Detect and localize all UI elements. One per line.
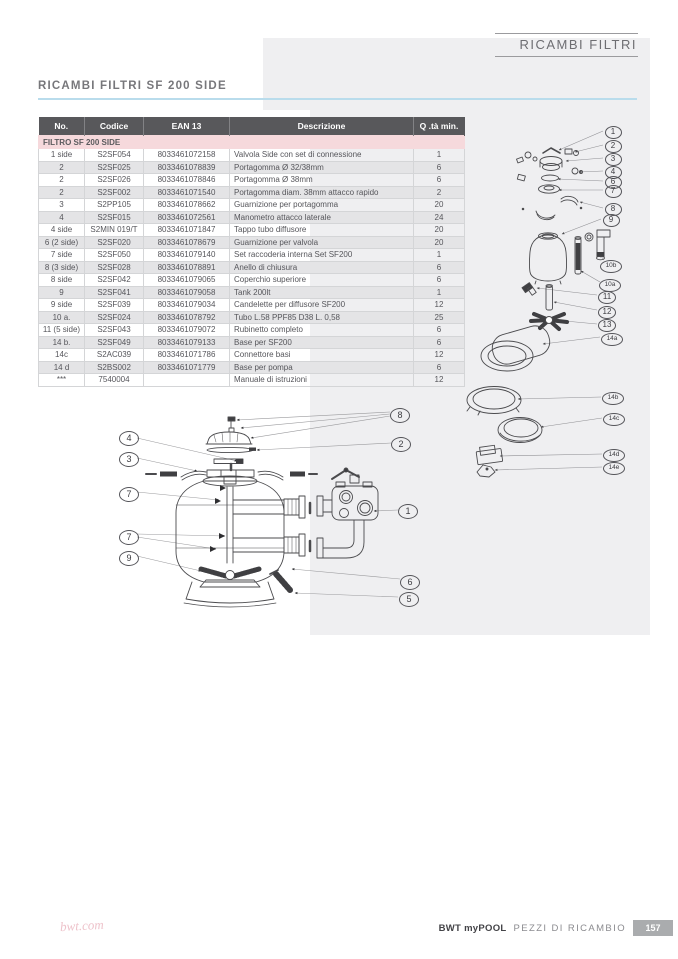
table-cell: 8033461078792 — [144, 311, 230, 324]
table-cell: S2SF020 — [85, 236, 144, 249]
diagram-callout: 14d — [603, 449, 625, 462]
table-row — [39, 224, 465, 237]
table-cell: S2PP105 — [85, 199, 144, 212]
table-cell: Set raccoderia interna Set SF200 — [230, 249, 414, 262]
table-cell: 20 — [414, 236, 465, 249]
table-cell: Coperchio superiore — [230, 274, 414, 287]
diagram-callout: 8 — [605, 203, 622, 216]
table-cell: 8033461071847 — [144, 224, 230, 237]
table-cell: 4 — [39, 211, 85, 224]
diagram-callout: 7 — [119, 487, 139, 502]
table-cell: Portagomma Ø 32/38mm — [230, 161, 414, 174]
diagram-callout: 14e — [603, 462, 625, 475]
footer-section-label: PEZZI DI RICAMBIO — [513, 922, 626, 934]
table-cell: 7 side — [39, 249, 85, 262]
column-header: Descrizione — [230, 117, 414, 136]
table-cell: 14 d — [39, 361, 85, 374]
diagram-callout: 8 — [390, 408, 410, 423]
table-row — [39, 274, 465, 287]
diagram-callout: 3 — [605, 153, 622, 166]
diagram-callout: 2 — [605, 140, 622, 153]
diagram-callout: 10b — [600, 260, 622, 273]
diagram-callout: 6 — [605, 176, 622, 189]
table-cell: 4 side — [39, 224, 85, 237]
table-cell: 8033461078839 — [144, 161, 230, 174]
column-header: No. — [39, 117, 85, 136]
table-cell: 8033461079072 — [144, 324, 230, 337]
footer-brand: BWT myPOOL — [438, 922, 507, 934]
table-cell: S2SF041 — [85, 286, 144, 299]
table-row — [39, 336, 465, 349]
diagram-callout: 4 — [119, 431, 139, 446]
diagram-callout: 1 — [605, 126, 622, 139]
table-cell: S2SF039 — [85, 299, 144, 312]
table-cell: S2SF028 — [85, 261, 144, 274]
table-cell: 6 (2 side) — [39, 236, 85, 249]
table-cell: 8033461078846 — [144, 174, 230, 187]
column-header: Q .tà min. — [414, 117, 465, 136]
table-cell: 12 — [414, 299, 465, 312]
table-cell: 8033461079140 — [144, 249, 230, 262]
parts-table — [38, 117, 465, 387]
table-row — [39, 349, 465, 362]
table-row — [39, 249, 465, 262]
table-row — [39, 186, 465, 199]
table-cell: 8033461079133 — [144, 336, 230, 349]
table-cell: S2SF049 — [85, 336, 144, 349]
diagram-callout: 13 — [598, 319, 616, 332]
table-cell: 7540004 — [85, 374, 144, 387]
diagram-callout: 3 — [119, 452, 139, 467]
table-row — [39, 161, 465, 174]
table-cell: 20 — [414, 224, 465, 237]
table-cell: 11 (5 side) — [39, 324, 85, 337]
table-cell: 14c — [39, 349, 85, 362]
diagram-callout: 4 — [605, 166, 622, 179]
table-cell: 8033461079034 — [144, 299, 230, 312]
table-cell: 12 — [414, 374, 465, 387]
diagram-callout: 10a — [599, 279, 621, 292]
diagram-callout: 7 — [605, 185, 622, 198]
table-cell: 6 — [414, 324, 465, 337]
table-cell: Tank 200lt — [230, 286, 414, 299]
column-header: Codice — [85, 117, 144, 136]
diagram-callout: 2 — [391, 437, 411, 452]
table-cell: 8033461072561 — [144, 211, 230, 224]
table-cell: Candelette per diffusore SF200 — [230, 299, 414, 312]
diagram-callout: 6 — [400, 575, 420, 590]
table-cell: 6 — [414, 174, 465, 187]
table-cell: 25 — [414, 311, 465, 324]
table-cell: 1 — [414, 286, 465, 299]
table-cell: Connettore basi — [230, 349, 414, 362]
table-cell: S2MIN 019/T — [85, 224, 144, 237]
table-cell: 6 — [414, 161, 465, 174]
table-row — [39, 236, 465, 249]
table-cell: Valvola Side con set di connessione — [230, 149, 414, 162]
table-header-row — [39, 117, 465, 136]
table-cell: 2 — [39, 186, 85, 199]
diagram-callout: 9 — [119, 551, 139, 566]
table-cell: S2SF024 — [85, 311, 144, 324]
table-cell: Tubo L.58 PPF85 D38 L. 0,58 — [230, 311, 414, 324]
right-exploded-diagram — [440, 120, 665, 500]
table-row — [39, 261, 465, 274]
table-row — [39, 324, 465, 337]
table-cell: 8033461078679 — [144, 236, 230, 249]
diagram-callout: 9 — [603, 214, 620, 227]
table-cell: S2AC039 — [85, 349, 144, 362]
table-cell: 8033461071779 — [144, 361, 230, 374]
table-cell: 8033461079058 — [144, 286, 230, 299]
table-cell: S2BS002 — [85, 361, 144, 374]
table-cell: 9 side — [39, 299, 85, 312]
table-row — [39, 211, 465, 224]
diagram-callout: 14a — [601, 333, 623, 346]
table-cell — [144, 374, 230, 387]
table-cell: Manometro attacco laterale — [230, 211, 414, 224]
script-logo: bwt.com — [59, 916, 105, 935]
chapter-tab: RICAMBI FILTRI — [495, 33, 638, 57]
table-cell: 10 a. — [39, 311, 85, 324]
table-cell: Manuale di istruzioni — [230, 374, 414, 387]
table-cell: 8033461071540 — [144, 186, 230, 199]
table-cell: 24 — [414, 211, 465, 224]
diagram-callout: 12 — [598, 306, 616, 319]
table-cell: 1 — [414, 149, 465, 162]
table-cell: 1 — [414, 249, 465, 262]
table-cell: 6 — [414, 336, 465, 349]
diagram-callout: 7 — [119, 530, 139, 545]
table-cell: S2SF050 — [85, 249, 144, 262]
table-cell: Portagomma Ø 38mm — [230, 174, 414, 187]
diagram-callout: 11 — [598, 291, 616, 304]
table-cell: S2SF026 — [85, 174, 144, 187]
table-cell: Base per SF200 — [230, 336, 414, 349]
table-cell: 6 — [414, 361, 465, 374]
table-cell: S2SF054 — [85, 149, 144, 162]
table-cell: Rubinetto completo — [230, 324, 414, 337]
table-cell: S2SF043 — [85, 324, 144, 337]
table-cell: 20 — [414, 199, 465, 212]
diagram-callout: 14c — [603, 413, 625, 426]
table-cell: 8033461071786 — [144, 349, 230, 362]
diagram-callout: 5 — [399, 592, 419, 607]
table-cell: 2 — [39, 161, 85, 174]
table-cell: 6 — [414, 261, 465, 274]
table-cell: 2 — [39, 174, 85, 187]
table-row — [39, 199, 465, 212]
table-group-row — [39, 136, 465, 149]
parts-table-body — [39, 136, 465, 387]
column-header: EAN 13 — [144, 117, 230, 136]
table-cell: S2SF025 — [85, 161, 144, 174]
table-cell: S2SF015 — [85, 211, 144, 224]
table-row — [39, 374, 465, 387]
table-cell: 3 — [39, 199, 85, 212]
table-cell: 8033461072158 — [144, 149, 230, 162]
table-row — [39, 174, 465, 187]
footer — [400, 920, 673, 936]
table-cell: 2 — [414, 186, 465, 199]
table-cell: Guarnizione per valvola — [230, 236, 414, 249]
table-cell: 8033461078662 — [144, 199, 230, 212]
table-row — [39, 299, 465, 312]
table-cell: 8 side — [39, 274, 85, 287]
title-underline — [38, 98, 637, 100]
table-cell: 12 — [414, 349, 465, 362]
group-label: FILTRO SF 200 SIDE — [39, 136, 465, 149]
table-cell: 14 b. — [39, 336, 85, 349]
table-cell: 8 (3 side) — [39, 261, 85, 274]
table-cell: Tappo tubo diffusore — [230, 224, 414, 237]
table-cell: *** — [39, 374, 85, 387]
table-cell: S2SF042 — [85, 274, 144, 287]
table-cell: 1 side — [39, 149, 85, 162]
page-title: RICAMBI FILTRI SF 200 SIDE — [38, 80, 227, 92]
diagram-callout: 14b — [602, 392, 624, 405]
table-cell: Guarnizione per portagomma — [230, 199, 414, 212]
table-cell: S2SF002 — [85, 186, 144, 199]
table-cell: 8033461079065 — [144, 274, 230, 287]
table-row — [39, 311, 465, 324]
table-cell: Anello di chiusura — [230, 261, 414, 274]
table-cell: 6 — [414, 274, 465, 287]
table-row — [39, 149, 465, 162]
table-cell: Base per pompa — [230, 361, 414, 374]
table-row — [39, 361, 465, 374]
table-row — [39, 286, 465, 299]
table-cell: 8033461078891 — [144, 261, 230, 274]
table-cell: Portagomma diam. 38mm attacco rapido — [230, 186, 414, 199]
diagram-callout: 1 — [398, 504, 418, 519]
page-number-badge: 157 — [633, 920, 673, 936]
table-cell: 9 — [39, 286, 85, 299]
